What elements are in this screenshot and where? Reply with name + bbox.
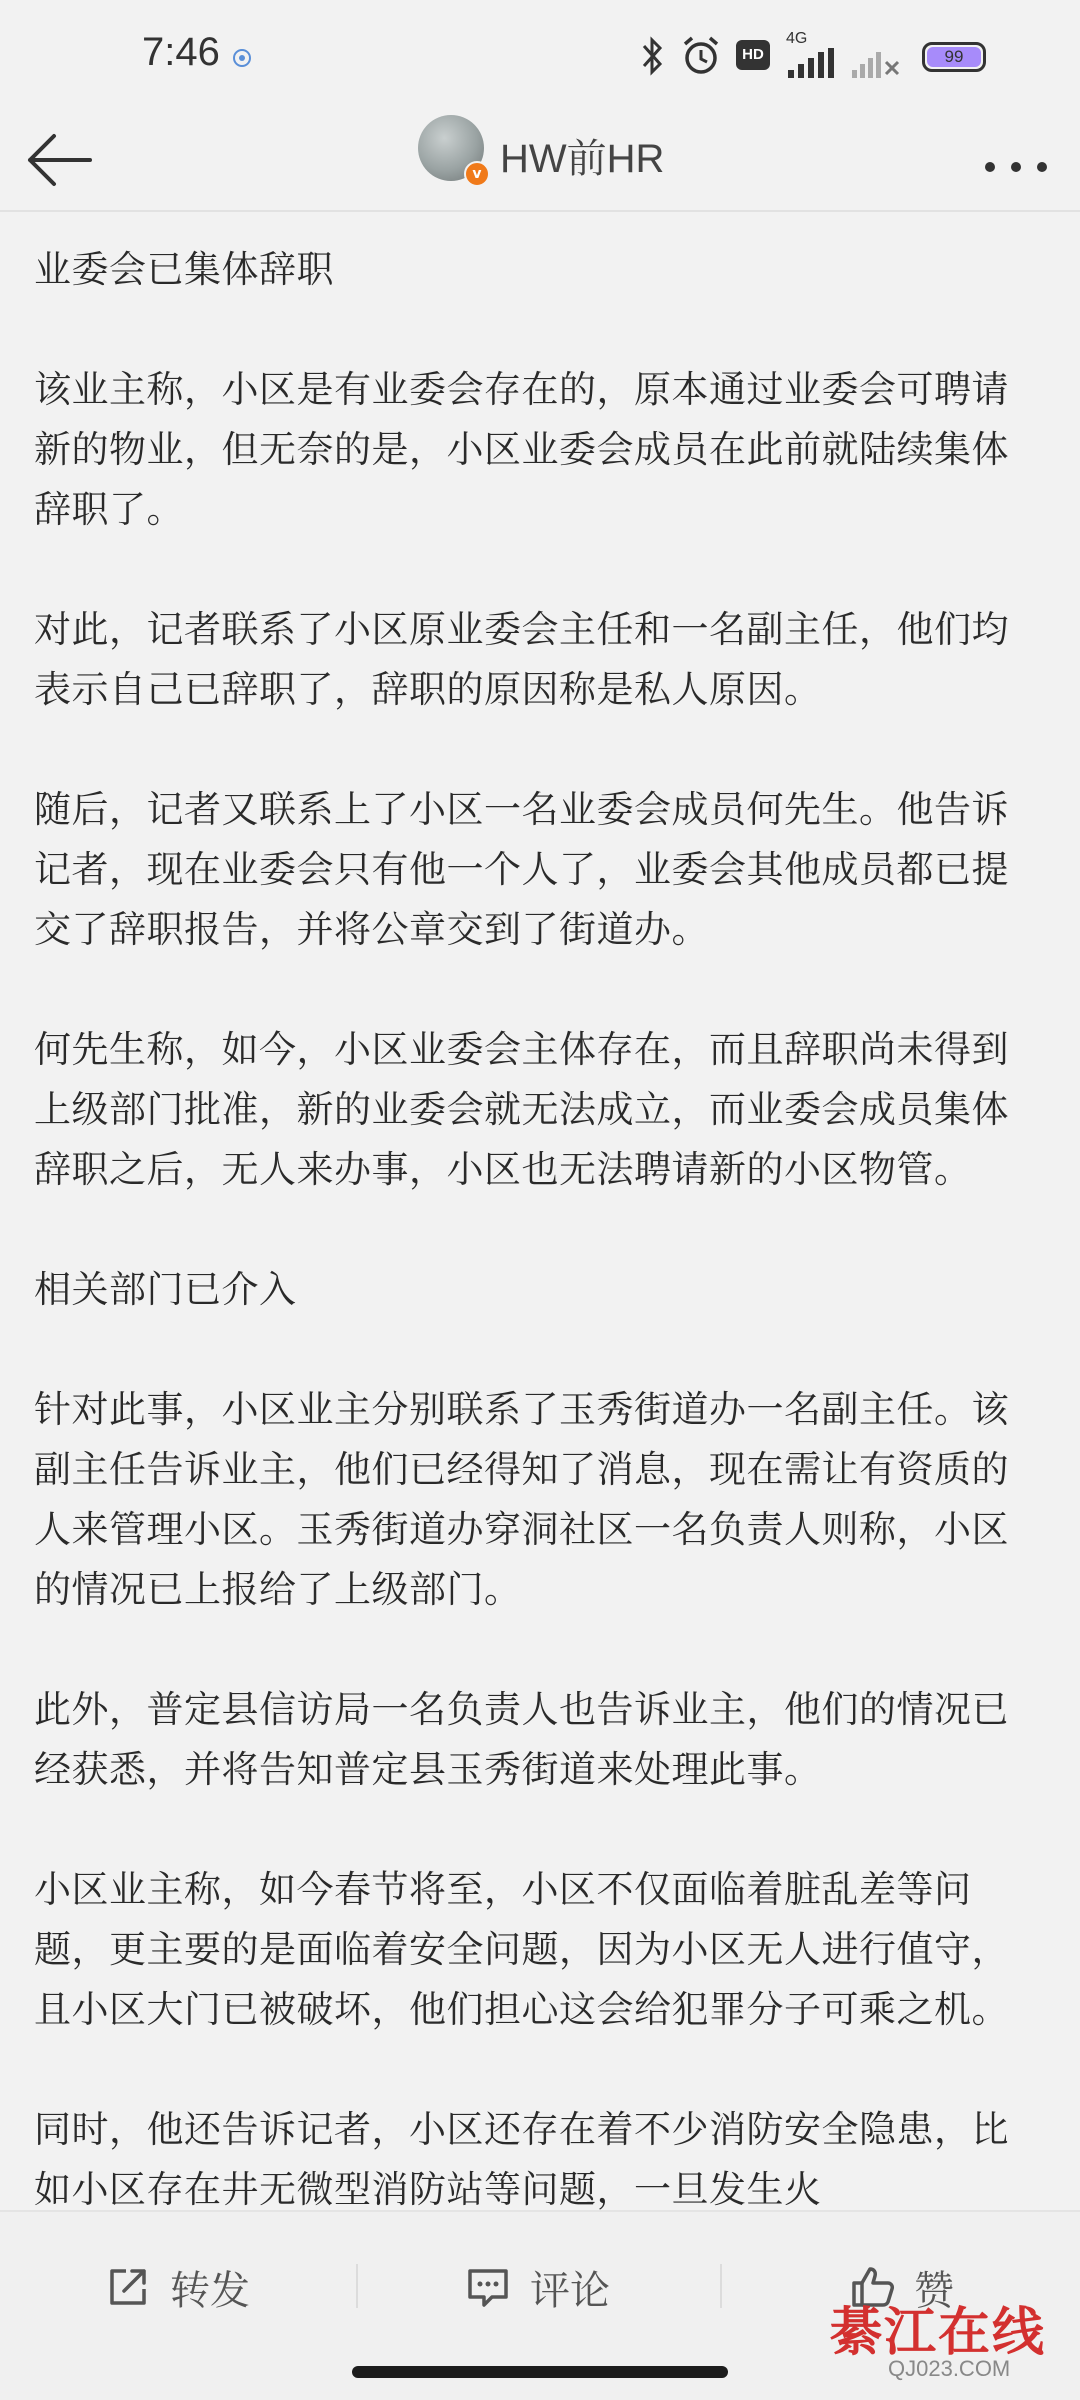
comment-label: 评论 [530,2267,610,2314]
article-paragraph: 此外，普定县信访局一名负责人也告诉业主，他们的情况已经获悉，并将告知普定县玉秀街道来处理此事。 [34,1688,1009,1791]
hd-icon: HD [736,40,770,70]
header [0,115,1080,210]
bluetooth-icon [640,34,666,78]
battery-level: 99 [927,47,981,67]
article-paragraph: 该业主称，小区是有业委会存在的，原本通过业委会可聘请新的物业，但无奈的是，小区业委会成员在此前就陆续集体辞职了。 [34,368,1009,531]
signal-icon [786,48,838,78]
header-divider [0,210,1080,212]
article-paragraph: 同时，他还告诉记者，小区还存在着不少消防安全隐患，比如小区存在井无微型消防站等问题，一旦发生火 [34,2108,1009,2210]
status-bar [0,0,1080,115]
watermark-logo-text: 綦江在线 [830,2302,1047,2363]
verified-badge-icon: v [464,161,490,187]
more-dots-icon[interactable] [976,133,1056,173]
article-paragraph: 小区业主称，如今春节将至，小区不仅面临着脏乱差等问题，更主要的是面临着安全问题，因为小区无人进行值守，且小区大门已被破坏，他们担心这会给犯罪分子可乘之机。 [34,1868,1009,2031]
status-time: 7:46 [142,30,220,74]
author-name[interactable]: HW前HR [500,137,665,181]
article-heading: 相关部门已介入 [34,1268,297,1311]
repost-label: 转发 [170,2267,250,2314]
status-icons [640,30,1010,84]
alarm-icon [680,34,722,78]
article-heading: 业委会已集体辞职 [34,248,334,291]
article-paragraph: 随后，记者又联系上了小区一名业委会成员何先生。他告诉记者，现在业委会只有他一个人了，业委会其他成员都已提交了辞职报告，并将公章交到了街道办。 [34,788,1009,951]
like-label: 赞 [914,2267,954,2314]
article-paragraph: 何先生称，如今，小区业委会主体存在，而且辞职尚未得到上级部门批准，新的业委会就无法成立，而业委会成员集体辞职之后，无人来办事，小区也无法聘请新的小区物管。 [34,1028,1009,1191]
network-type: 4G [786,30,808,47]
signal-off-icon [850,48,900,78]
home-indicator[interactable] [352,2366,728,2378]
action-divider [356,2264,358,2308]
site-watermark [830,2290,1060,2390]
comment-icon [464,2263,512,2311]
article-paragraph: 针对此事，小区业主分别联系了玉秀街道办一名副主任。该副主任告诉业主，他们已经得知了消息，现在需让有资质的人来管理小区。玉秀街道办穿洞社区一名负责人则称，小区的情况已上报给了上级部门。 [34,1388,1009,1611]
article-body [34,240,1044,2210]
notification-dot-icon [232,48,252,68]
article-paragraph: 对此，记者联系了小区原业委会主任和一名副主任，他们均表示自己已辞职了，辞职的原因称是私人原因。 [34,608,1009,711]
battery-icon [922,42,986,72]
comment-button[interactable] [464,2252,610,2322]
arrow-left-icon[interactable] [20,125,100,195]
watermark-url: QJ023.COM [888,2356,1011,2381]
action-divider [720,2264,722,2308]
avatar[interactable] [418,115,488,185]
repost-button[interactable] [104,2252,250,2322]
repost-icon [104,2263,152,2311]
